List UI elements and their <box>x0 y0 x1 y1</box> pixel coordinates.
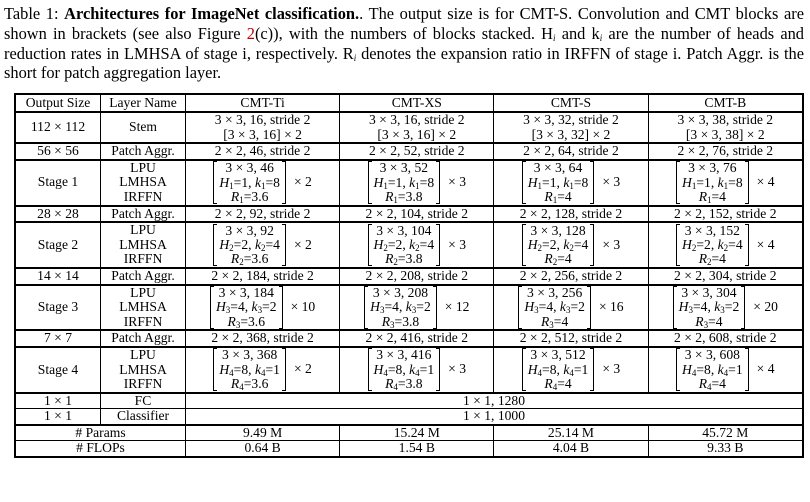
block-lmhsa: $H_1=1$, $k_1=8$ <box>682 174 743 191</box>
classifier-value: 1 × 1, 1000 <box>186 409 804 425</box>
block-irffn: $R_4=3.8$ <box>385 375 423 392</box>
stage-layers <box>101 285 186 331</box>
block-lpu: 3 × 3, 608 <box>684 347 740 363</box>
stage-row <box>15 160 803 206</box>
block-lmhsa: $H_2=2$, $k_2=4$ <box>682 236 743 253</box>
block-lmhsa: $H_4=8$, $k_4=1$ <box>219 361 280 378</box>
block-multiplier: × 3 <box>602 236 621 252</box>
block-bracket <box>210 286 283 329</box>
stage-label: Stage 4 <box>15 347 101 393</box>
figure-link[interactable]: 2 <box>246 23 255 43</box>
block-lmhsa: $H_1=1$, $k_1=8$ <box>373 174 435 191</box>
block-bracket <box>676 224 749 267</box>
block-lmhsa: $H_4=8$, $k_4=1$ <box>373 361 435 378</box>
block-lpu: 3 × 3, 92 <box>225 222 274 238</box>
block-lpu: 3 × 3, 76 <box>688 160 737 176</box>
block-multiplier: × 4 <box>756 236 775 252</box>
fc-row <box>15 393 803 409</box>
block-bracket <box>368 224 441 267</box>
agg-cell: 2 × 2, 304, stride 2 <box>648 268 803 285</box>
block-multiplier: × 2 <box>293 174 312 190</box>
fc-value: 1 × 1, 1280 <box>186 393 804 409</box>
stage-layers <box>101 160 186 206</box>
block-bracket <box>213 224 286 267</box>
block-lpu: 3 × 3, 304 <box>681 284 737 300</box>
classifier-row <box>15 409 803 425</box>
block-lmhsa: $H_2=2$, $k_2=4$ <box>373 236 435 253</box>
agg-cell: 2 × 2, 76, stride 2 <box>648 143 803 160</box>
stage-block-cell <box>494 285 648 331</box>
block-irffn: $R_4=3.6$ <box>230 375 269 392</box>
block-lpu: 3 × 3, 512 <box>530 347 586 363</box>
block-bracket <box>522 348 595 391</box>
block-bracket <box>213 161 286 204</box>
block-multiplier: × 20 <box>753 299 778 315</box>
stage-block-cell <box>648 285 803 331</box>
agg-cell: 2 × 2, 52, stride 2 <box>340 143 494 160</box>
stem-size: 112 × 112 <box>15 112 101 143</box>
caption-label: Table 1: <box>4 4 59 23</box>
block-bracket <box>368 161 441 204</box>
layer-lpu: LPU <box>130 346 156 362</box>
header-cmt-ti: CMT-Ti <box>186 94 340 112</box>
caption-text: . The output size is for CMT-S. Convolution and CMT blocks are shown in brackets (see also Figure <box>4 4 805 43</box>
block-multiplier: × 3 <box>448 236 467 252</box>
params-value: 15.24 M <box>340 425 494 441</box>
block-lpu: 3 × 3, 368 <box>222 347 278 363</box>
agg-name: Patch Aggr. <box>101 143 186 160</box>
stem-cell: 3 × 3, 16, stride 2 [3 × 3, 16] × 2 <box>186 112 340 143</box>
block-irffn: $R_4=4$ <box>544 375 572 392</box>
block-multiplier: × 3 <box>602 361 621 377</box>
agg-size: 7 × 7 <box>15 330 101 347</box>
agg-cell: 2 × 2, 608, stride 2 <box>648 330 803 347</box>
stage-block-cell <box>340 160 494 206</box>
stage-block-cell <box>186 222 340 268</box>
block-lpu: 3 × 3, 128 <box>530 222 586 238</box>
caption-text: and k <box>555 23 600 43</box>
stage-label: Stage 2 <box>15 222 101 268</box>
caption-title: Architectures for ImageNet classification. <box>64 4 360 23</box>
agg-cell: 2 × 2, 184, stride 2 <box>186 268 340 285</box>
block-irffn: $R_2=4$ <box>544 251 572 268</box>
header-cmt-s: CMT-S <box>494 94 648 112</box>
agg-cell: 2 × 2, 104, stride 2 <box>340 206 494 223</box>
stage-block-cell <box>340 222 494 268</box>
agg-name: Patch Aggr. <box>101 206 186 223</box>
flops-value: 4.04 B <box>494 441 648 457</box>
agg-cell: 2 × 2, 128, stride 2 <box>494 206 648 223</box>
stage-block-cell <box>340 285 494 331</box>
flops-row <box>15 441 803 457</box>
layer-lpu: LPU <box>130 222 156 238</box>
block-lmhsa: $H_3=4$, $k_3=2$ <box>215 299 277 316</box>
agg-cell: 2 × 2, 64, stride 2 <box>494 143 648 160</box>
classifier-name: Classifier <box>101 409 186 425</box>
flops-value: 1.54 B <box>340 441 494 457</box>
block-lmhsa: $H_2=2$, $k_2=4$ <box>527 236 589 253</box>
stage-block-cell <box>494 347 648 393</box>
flops-value: 9.33 B <box>648 441 803 457</box>
block-lpu: 3 × 3, 104 <box>376 222 432 238</box>
block-lmhsa: $H_3=4$, $k_3=2$ <box>524 299 585 316</box>
block-multiplier: × 3 <box>448 174 467 190</box>
stage-layers <box>101 222 186 268</box>
stage-block-cell <box>186 347 340 393</box>
layer-irffn: IRFFN <box>123 313 163 329</box>
layer-irffn: IRFFN <box>123 251 163 267</box>
block-irffn: $R_2=4$ <box>698 251 726 268</box>
block-multiplier: × 4 <box>756 174 775 190</box>
agg-cell: 2 × 2, 208, stride 2 <box>340 268 494 285</box>
patch-aggr-row <box>15 268 803 285</box>
stage-block-cell <box>648 222 803 268</box>
block-lpu: 3 × 3, 152 <box>684 222 740 238</box>
block-bracket <box>364 286 437 329</box>
block-bracket <box>518 286 591 329</box>
stem-name: Stem <box>101 112 186 143</box>
block-lmhsa: $H_2=2$, $k_2=4$ <box>219 236 280 253</box>
block-bracket <box>522 224 595 267</box>
block-bracket <box>522 161 595 204</box>
layer-lmhsa: LMHSA <box>119 361 167 377</box>
block-lmhsa: $H_4=8$, $k_4=1$ <box>682 361 743 378</box>
block-multiplier: × 2 <box>293 361 312 377</box>
patch-aggr-row <box>15 143 803 160</box>
agg-name: Patch Aggr. <box>101 268 186 285</box>
block-lmhsa: $H_3=4$, $k_3=2$ <box>678 299 740 316</box>
layer-lpu: LPU <box>130 159 156 175</box>
params-value: 9.49 M <box>186 425 340 441</box>
block-irffn: $R_1=4$ <box>698 188 726 205</box>
stage-block-cell <box>340 347 494 393</box>
block-multiplier: × 3 <box>602 174 621 190</box>
agg-size: 14 × 14 <box>15 268 101 285</box>
params-value: 45.72 M <box>648 425 803 441</box>
layer-lpu: LPU <box>130 284 156 300</box>
layer-irffn: IRFFN <box>123 376 163 392</box>
layer-lmhsa: LMHSA <box>119 299 167 315</box>
stem-row <box>15 112 803 143</box>
stage-block-cell <box>186 285 340 331</box>
block-irffn: $R_2=3.8$ <box>385 251 423 268</box>
stage-row <box>15 222 803 268</box>
stage-block-cell <box>494 160 648 206</box>
params-label: # Params <box>15 425 186 441</box>
layer-irffn: IRFFN <box>123 188 163 204</box>
block-irffn: $R_2=3.6$ <box>230 251 269 268</box>
stem-cell: 3 × 3, 38, stride 2 [3 × 3, 38] × 2 <box>648 112 803 143</box>
stem-cell: 3 × 3, 32, stride 2 [3 × 3, 32] × 2 <box>494 112 648 143</box>
block-bracket <box>676 161 749 204</box>
block-multiplier: × 3 <box>448 361 467 377</box>
fc-name: FC <box>101 393 186 409</box>
stages-body <box>15 143 803 393</box>
block-lpu: 3 × 3, 52 <box>379 160 429 176</box>
caption-text: denotes the expansion ratio in IRFFN of stage i. Patch Aggr. is the short for patch aggregation layer. <box>4 43 804 83</box>
block-multiplier: × 2 <box>293 236 312 252</box>
block-irffn: $R_3=4$ <box>540 313 569 330</box>
agg-cell: 2 × 2, 152, stride 2 <box>648 206 803 223</box>
block-lpu: 3 × 3, 184 <box>218 284 274 300</box>
block-irffn: $R_3=3.8$ <box>381 313 420 330</box>
caption-text: are the number of heads and reduction rates in LMHSA of stage i, respectively. R <box>4 23 804 63</box>
block-irffn: $R_3=3.6$ <box>227 313 265 330</box>
stage-label: Stage 1 <box>15 160 101 206</box>
header-output-size: Output Size <box>15 94 101 112</box>
block-irffn: $R_1=3.8$ <box>385 188 423 205</box>
stage-block-cell <box>494 222 648 268</box>
block-irffn: $R_4=4$ <box>698 375 726 392</box>
header-row <box>15 94 803 112</box>
block-bracket <box>368 348 441 391</box>
block-lpu: 3 × 3, 208 <box>372 284 429 300</box>
stem-cell: 3 × 3, 16, stride 2 [3 × 3, 16] × 2 <box>340 112 494 143</box>
block-multiplier: × 4 <box>756 361 775 377</box>
block-lpu: 3 × 3, 46 <box>225 160 274 176</box>
agg-name: Patch Aggr. <box>101 330 186 347</box>
agg-cell: 2 × 2, 512, stride 2 <box>494 330 648 347</box>
agg-cell: 2 × 2, 46, stride 2 <box>186 143 340 160</box>
patch-aggr-row <box>15 206 803 223</box>
agg-cell: 2 × 2, 256, stride 2 <box>494 268 648 285</box>
stage-layers <box>101 347 186 393</box>
block-lpu: 3 × 3, 416 <box>376 347 432 363</box>
block-lmhsa: $H_4=8$, $k_4=1$ <box>527 361 589 378</box>
layer-lmhsa: LMHSA <box>119 236 167 252</box>
stage-row <box>15 347 803 393</box>
agg-cell: 2 × 2, 416, stride 2 <box>340 330 494 347</box>
block-lmhsa: $H_3=4$, $k_3=2$ <box>370 299 431 316</box>
block-bracket <box>213 348 286 391</box>
params-row <box>15 425 803 441</box>
layer-lmhsa: LMHSA <box>119 174 167 190</box>
fc-size: 1 × 1 <box>15 393 101 409</box>
stage-block-cell <box>648 160 803 206</box>
block-multiplier: × 16 <box>598 299 624 315</box>
params-value: 25.14 M <box>494 425 648 441</box>
stage-block-cell <box>648 347 803 393</box>
stage-label: Stage 3 <box>15 285 101 331</box>
agg-size: 28 × 28 <box>15 206 101 223</box>
header-cmt-xs: CMT-XS <box>340 94 494 112</box>
block-multiplier: × 12 <box>444 299 470 315</box>
flops-value: 0.64 B <box>186 441 340 457</box>
agg-size: 56 × 56 <box>15 143 101 160</box>
architecture-table <box>14 93 804 458</box>
block-bracket <box>676 348 749 391</box>
block-lmhsa: $H_1=1$, $k_1=8$ <box>527 174 589 191</box>
block-bracket <box>673 286 746 329</box>
block-lpu: 3 × 3, 256 <box>527 284 583 300</box>
header-layer-name: Layer Name <box>101 94 186 112</box>
header-cmt-b: CMT-B <box>648 94 803 112</box>
stage-row <box>15 285 803 331</box>
block-irffn: $R_1=3.6$ <box>230 188 269 205</box>
table-caption: Table 1: Architectures for ImageNet classification.. The output size is for CMT-S. Convolution and CMT blocks are shown in brackets (see also Figure 2(c)), with the numbers of blocks stacked. $H_i$ and $k_i$ are the number of heads and reduction rates in LMHSA of stage i, respectively. $R_i$ denotes the expansion ratio in IRFFN of stage i. Patch Aggr. is the short for patch aggregation layer. <box>4 4 805 83</box>
block-irffn: $R_1=4$ <box>544 188 572 205</box>
flops-label: # FLOPs <box>15 441 186 457</box>
caption-text: (c)), with the numbers of blocks stacked. H <box>254 23 554 43</box>
block-lmhsa: $H_1=1$, $k_1=8$ <box>219 174 280 191</box>
stage-block-cell <box>186 160 340 206</box>
classifier-size: 1 × 1 <box>15 409 101 425</box>
patch-aggr-row <box>15 330 803 347</box>
block-irffn: $R_3=4$ <box>695 313 723 330</box>
block-multiplier: × 10 <box>290 299 316 315</box>
block-lpu: 3 × 3, 64 <box>533 160 583 176</box>
agg-cell: 2 × 2, 92, stride 2 <box>186 206 340 223</box>
agg-cell: 2 × 2, 368, stride 2 <box>186 330 340 347</box>
